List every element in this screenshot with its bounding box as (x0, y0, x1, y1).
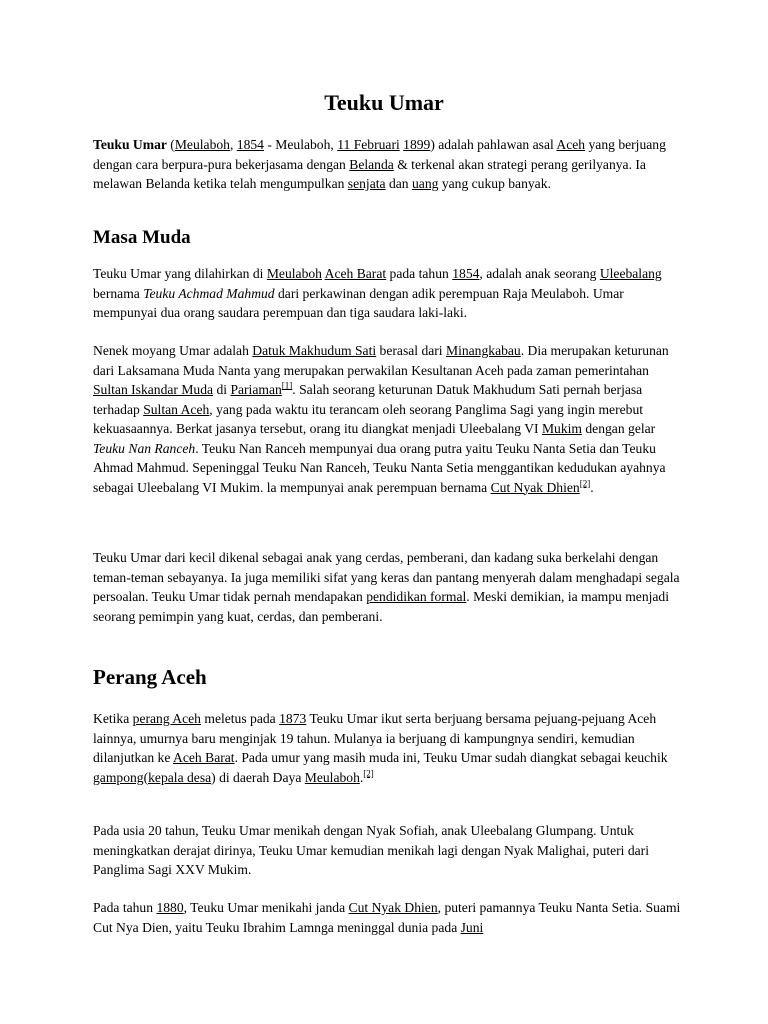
title-name: Teuku Nan Ranceh (93, 440, 196, 456)
subject-name: Teuku Umar (93, 137, 167, 152)
reference-link-2[interactable]: [2] (363, 767, 374, 778)
link-mukim[interactable]: Mukim (541, 421, 582, 436)
link-uang[interactable]: uang (411, 176, 439, 191)
link-belanda[interactable]: Belanda (349, 156, 394, 172)
text: di (213, 382, 231, 397)
link-1873[interactable]: 1873 (279, 711, 307, 726)
text: , puteri pamannya Teuku Nanta Setia. Suami Cut Nya Dien, yaitu Teuku Ibrahim Lamnga meninggal dunia pada (93, 900, 681, 935)
text: Teuku Umar ikut serta berjuang bersama pejuang-pejuang Aceh lainnya, umurnya baru menginjak 19 tahun. Mulanya ia berjuang di kampungnya sendiri, kemudian dilanjutkan ke (93, 711, 657, 765)
paragraph-ancestry (93, 341, 683, 497)
paragraph-birth (93, 264, 683, 323)
intro-paragraph (93, 135, 683, 194)
link-cut-nyak-dhien[interactable]: Cut Nyak Dhien (348, 900, 438, 915)
text: dari perkawinan dengan adik perempuan Raja Meulaboh. Umar mempunyai dua orang saudara perempuan dan tiga saudara laki-laki. (93, 285, 624, 320)
paragraph-character (93, 548, 683, 626)
text: . Dia merupakan keturunan dari Laksamana Muda Nanta yang merupakan perwakilan Kesultanan Aceh pada zaman pemerintahan (93, 343, 669, 378)
text: . (590, 479, 594, 495)
link-11-februari[interactable]: 11 Februari (337, 137, 400, 152)
link-gampong[interactable]: gampong (93, 769, 144, 785)
link-juni[interactable]: Juni (460, 919, 484, 935)
link-datuk-makhudum-sati[interactable]: Datuk Makhudum Sati (252, 343, 377, 358)
link-1854[interactable]: 1854 (452, 266, 480, 281)
link-uleebalang[interactable]: Uleebalang (599, 266, 662, 281)
text: , Teuku Umar menikahi janda (183, 900, 349, 915)
link-aceh[interactable]: Aceh (556, 137, 586, 152)
reference-2 (580, 478, 591, 488)
paragraph-marriage (93, 821, 683, 880)
text: Nenek moyang Umar adalah (93, 343, 253, 358)
text: dengan gelar (581, 421, 656, 436)
text: . Teuku Nan Ranceh mempunyai dua orang putra yaitu Teuku Nanta Setia dan Teuku Ahmad Mahmud. Sepeninggal Teuku Nan Ranceh, Teuku Nanta Setia menggantikan kedudukan ayahnya sebagai Uleebalang VI Mukim. la mempunyai anak perempuan bernama (93, 440, 666, 495)
text: Pada tahun (93, 900, 157, 915)
link-pendidikan-formal[interactable]: pendidikan formal (366, 589, 467, 604)
link-cut-nyak-dhien[interactable]: Cut Nyak Dhien (490, 479, 580, 495)
text: ) adalah pahlawan asal (430, 137, 557, 152)
text: meletus pada (200, 711, 280, 726)
link-1854[interactable]: 1854 (236, 137, 264, 152)
text: , adalah anak seorang (479, 266, 600, 281)
link-aceh-barat[interactable]: Aceh Barat (173, 750, 235, 765)
text: ) di daerah Daya (211, 769, 305, 785)
text: Teuku Umar dari kecil dikenal sebagai anak yang cerdas, pemberani, dan kadang suka berkelahi dengan teman-teman sebayanya. Ia juga memiliki sifat yang keras dan pantang menyerah dalam menghadapi segala persoalan. Teuku Umar tidak pernah mendapakan (93, 550, 680, 604)
link-aceh-barat[interactable]: Aceh Barat (324, 266, 387, 281)
link-perang-aceh[interactable]: perang Aceh (132, 711, 201, 726)
reference-link-2[interactable]: [2] (579, 477, 591, 488)
page-title: Teuku Umar (324, 90, 444, 115)
paragraph-war (93, 709, 683, 787)
link-kepala-desa[interactable]: kepala desa (148, 769, 212, 785)
text: - Meulaboh, (263, 137, 338, 152)
text: , (229, 137, 237, 152)
text: dan (385, 176, 412, 191)
text: ( (143, 769, 149, 785)
paragraph-marriage-1880 (93, 898, 683, 937)
text: . Pada umur yang masih muda ini, Teuku Umar sudah diangkat sebagai keuchik (234, 750, 668, 765)
text: & terkenal akan strategi perang gerilyanya. Ia melawan Belanda ketika telah mengumpulkan (93, 156, 646, 191)
reference-2 (363, 768, 374, 778)
text: Teuku Umar yang dilahirkan di (93, 266, 267, 281)
section-heading-masa-muda: Masa Muda (93, 227, 191, 248)
link-pariaman[interactable]: Pariaman (230, 382, 282, 397)
text: yang cukup banyak. (438, 176, 551, 191)
link-meulaboh[interactable]: Meulaboh (174, 137, 230, 152)
text: berasal dari (376, 343, 446, 358)
text: yang berjuang dengan cara berpura-pura bekerjasama dengan (93, 137, 666, 172)
reference-1 (282, 380, 293, 390)
link-meulaboh[interactable]: Meulaboh (266, 266, 322, 281)
link-1899[interactable]: 1899 (403, 137, 431, 152)
text: , yang pada waktu itu terancam oleh seorang Panglima Sagi yang ingin merebut kekuasaannya. Berkat jasanya tersebut, orang itu diangkat menjadi Uleebalang VI (93, 401, 644, 436)
link-1880[interactable]: 1880 (156, 900, 184, 915)
text: Ketika (93, 711, 133, 726)
text: bernama (93, 285, 144, 301)
text: Pada usia 20 tahun, Teuku Umar menikah dengan Nyak Sofiah, anak Uleebalang Glumpang. Untuk meningkatkan derajat dirinya, Teuku Umar kemudian menikah lagi dengan Nyak Malighai, puteri dari Panglima Sagi XXV Mukim. (93, 823, 649, 877)
link-sultan-iskandar-muda[interactable]: Sultan Iskandar Muda (93, 382, 214, 397)
text: ( (166, 137, 175, 152)
link-minangkabau[interactable]: Minangkabau (445, 343, 521, 358)
text: . Meski demikian, ia mampu menjadi seorang pemimpin yang kuat, cerdas, dan pemberani. (93, 589, 669, 624)
link-senjata[interactable]: senjata (347, 176, 386, 191)
link-meulaboh[interactable]: Meulaboh (304, 769, 360, 785)
text: pada tahun (386, 266, 453, 281)
text: . (359, 769, 364, 785)
text: . Salah seorang keturunan Datuk Makhudum Sati pernah berjasa terhadap (93, 382, 643, 417)
section-heading-perang-aceh: Perang Aceh (93, 665, 207, 689)
link-sultan-aceh[interactable]: Sultan Aceh (143, 401, 210, 417)
father-name: Teuku Achmad Mahmud (143, 285, 275, 301)
reference-link-1[interactable]: [1] (281, 380, 293, 391)
